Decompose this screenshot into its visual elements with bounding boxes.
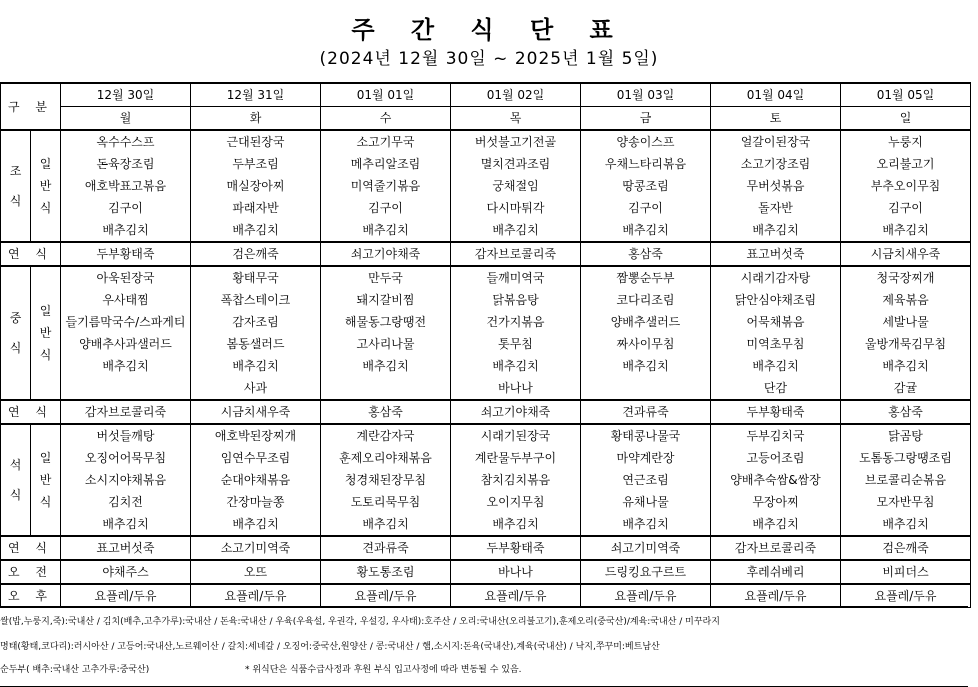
dinner-menu-item: 브로콜리순볶음 <box>841 469 971 491</box>
breakfast-menu-item: 얼갈이된장국 <box>711 130 841 153</box>
breakfast-menu-item: 궁채절임 <box>451 175 581 197</box>
dinner-menu-item: 도토리묵무침 <box>321 491 451 513</box>
lunch-menu-item: 돼지갈비찜 <box>321 289 451 311</box>
lunch-menu-item: 들기름막국수/스파게티 <box>61 311 191 333</box>
breakfast-menu-item: 돈육장조림 <box>61 153 191 175</box>
breakfast-menu-item: 우채느타리볶음 <box>581 153 711 175</box>
date-header: 01월 02일 <box>451 83 581 107</box>
breakfast-menu-item: 부추오이무침 <box>841 175 971 197</box>
lunch-menu-item: 사과 <box>191 377 321 400</box>
dinner-menu-item: 배추김치 <box>581 513 711 536</box>
lunch-menu-item: 아욱된장국 <box>61 266 191 289</box>
am-snack-item: 후레쉬베리 <box>711 560 841 584</box>
breakfast-menu-item: 배추김치 <box>451 219 581 242</box>
dinner-menu-item: 소시지야채볶음 <box>61 469 191 491</box>
breakfast-menu-item: 배추김치 <box>191 219 321 242</box>
breakfast-menu-item: 배추김치 <box>321 219 451 242</box>
am-snack-item: 황도통조림 <box>321 560 451 584</box>
lunch-menu-item: 단감 <box>711 377 841 400</box>
dinner-menu-item: 배추김치 <box>321 513 451 536</box>
dinner-menu-item: 순대야채볶음 <box>191 469 321 491</box>
dinner-porridge-item: 검은깨죽 <box>841 536 971 560</box>
am-snack-item: 비피더스 <box>841 560 971 584</box>
breakfast-menu-item: 소고기장조림 <box>711 153 841 175</box>
lunch-menu-item <box>581 377 711 400</box>
dinner-porridge-item: 감자브로콜리죽 <box>711 536 841 560</box>
breakfast-meal-label-char: 조 <box>9 164 22 178</box>
dinner-menu-item: 임연수무조림 <box>191 447 321 469</box>
lunch-menu-item: 양배추샐러드 <box>581 311 711 333</box>
dinner-menu-item: 황태콩나물국 <box>581 424 711 447</box>
am-snack-item: 오뜨 <box>191 560 321 584</box>
dinner-porridge-item: 소고기미역죽 <box>191 536 321 560</box>
lunch-menu-item: 만두국 <box>321 266 451 289</box>
breakfast-menu-item: 배추김치 <box>61 219 191 242</box>
dinner-menu-item: 고등어조림 <box>711 447 841 469</box>
general-meal-label-char: 식 <box>39 348 52 362</box>
lunch-menu-item: 코다리조림 <box>581 289 711 311</box>
dinner-meal-label-char: 석 <box>9 458 22 472</box>
general-meal-label-char: 반 <box>39 473 52 487</box>
dinner-menu-item: 닭곰탕 <box>841 424 971 447</box>
lunch-porridge-item: 두부황태죽 <box>711 400 841 424</box>
lunch-menu-item: 우사태찜 <box>61 289 191 311</box>
breakfast-menu-item: 누룽지 <box>841 130 971 153</box>
breakfast-general-label <box>31 130 61 242</box>
am-snack-item: 바나나 <box>451 560 581 584</box>
dinner-menu-item: 연근조림 <box>581 469 711 491</box>
dinner-porridge-item: 견과류죽 <box>321 536 451 560</box>
breakfast-menu-item: 미역줄기볶음 <box>321 175 451 197</box>
breakfast-menu-item: 무버섯볶음 <box>711 175 841 197</box>
dinner-porridge-item: 두부황태죽 <box>451 536 581 560</box>
general-meal-label-char: 식 <box>39 201 52 215</box>
lunch-menu-item: 톳무침 <box>451 333 581 355</box>
breakfast-menu-item: 파래자반 <box>191 197 321 219</box>
general-meal-label-char: 식 <box>39 495 52 509</box>
dinner-menu-item: 무장아찌 <box>711 491 841 513</box>
dinner-menu-item: 두부김치국 <box>711 424 841 447</box>
dinner-menu-item: 모자반무침 <box>841 491 971 513</box>
date-header: 01월 01일 <box>321 83 451 107</box>
weekday-header: 일 <box>841 107 971 131</box>
dinner-menu-item: 배추김치 <box>451 513 581 536</box>
breakfast-meal-label-char: 식 <box>9 194 22 208</box>
weekday-header: 화 <box>191 107 321 131</box>
lunch-menu-item: 고사리나물 <box>321 333 451 355</box>
pm-snack-item: 요플레/두유 <box>321 584 451 608</box>
lunch-meal-label-char: 식 <box>9 341 22 355</box>
dinner-menu-item: 시래기된장국 <box>451 424 581 447</box>
lunch-menu-item: 짬뽕순두부 <box>581 266 711 289</box>
dinner-menu-item: 오징어어묵무침 <box>61 447 191 469</box>
dinner-menu-item: 훈제오리야채볶음 <box>321 447 451 469</box>
breakfast-menu-item: 배추김치 <box>841 219 971 242</box>
breakfast-menu-item: 양송이스프 <box>581 130 711 153</box>
lunch-menu-item: 닭안심야채조림 <box>711 289 841 311</box>
dinner-meal-label <box>1 424 31 536</box>
breakfast-menu-item: 애호박표고볶음 <box>61 175 191 197</box>
lunch-menu-item: 배추김치 <box>191 355 321 377</box>
dinner-menu-item: 계란물두부구이 <box>451 447 581 469</box>
breakfast-menu-item: 김구이 <box>581 197 711 219</box>
pm-snack-item: 요플레/두유 <box>581 584 711 608</box>
lunch-porridge-label: 연 식 <box>1 400 61 424</box>
origin-note-line-1: 쌀(밥,누룽지,죽):국내산 / 김치(배추,고추가루):국내산 / 돈육:국내산 / 우육(우육설, 우권각, 우설깅, 우사태):호주산 / 오리:국내산(오리불고기),훈제오리(중국산)/계육:국내산 / 미꾸라지 <box>0 617 720 627</box>
lunch-menu-item: 바나나 <box>451 377 581 400</box>
lunch-menu-item: 미역초무침 <box>711 333 841 355</box>
dinner-menu-item: 배추김치 <box>711 513 841 536</box>
lunch-menu-item: 황태무국 <box>191 266 321 289</box>
general-meal-label-char: 일 <box>39 304 52 318</box>
breakfast-porridge-label: 연 식 <box>1 242 61 266</box>
lunch-menu-item: 닭볶음탕 <box>451 289 581 311</box>
lunch-menu-item: 감자조림 <box>191 311 321 333</box>
dinner-menu-item: 배추김치 <box>841 513 971 536</box>
dinner-menu-item: 도톰동그랑땡조림 <box>841 447 971 469</box>
lunch-menu-item: 배추김치 <box>321 355 451 377</box>
lunch-menu-item <box>321 377 451 400</box>
dinner-menu-item: 김치전 <box>61 491 191 513</box>
breakfast-menu-item: 멸치견과조림 <box>451 153 581 175</box>
pm-snack-label: 오 후 <box>1 584 61 608</box>
pm-snack-item: 요플레/두유 <box>451 584 581 608</box>
date-header: 01월 04일 <box>711 83 841 107</box>
dinner-menu-item: 참치김치볶음 <box>451 469 581 491</box>
weekly-menu-table <box>0 82 971 608</box>
am-snack-item: 야채주스 <box>61 560 191 584</box>
dinner-menu-item: 청경채된장무침 <box>321 469 451 491</box>
dinner-menu-item: 오이지무침 <box>451 491 581 513</box>
lunch-meal-label <box>1 266 31 400</box>
weekday-header: 토 <box>711 107 841 131</box>
breakfast-menu-item: 옥수수스프 <box>61 130 191 153</box>
lunch-menu-item: 어묵채볶음 <box>711 311 841 333</box>
lunch-menu-item: 배추김치 <box>581 355 711 377</box>
weekday-header: 금 <box>581 107 711 131</box>
breakfast-menu-item: 근대된장국 <box>191 130 321 153</box>
category-header: 구 분 <box>1 83 61 130</box>
dinner-menu-item: 버섯들깨탕 <box>61 424 191 447</box>
dinner-porridge-item: 쇠고기미역죽 <box>581 536 711 560</box>
lunch-menu-item: 배추김치 <box>61 355 191 377</box>
lunch-menu-item: 배추김치 <box>451 355 581 377</box>
breakfast-menu-item: 오리불고기 <box>841 153 971 175</box>
pm-snack-item: 요플레/두유 <box>711 584 841 608</box>
am-snack-item: 드링킹요구르트 <box>581 560 711 584</box>
breakfast-porridge-item: 감자브로콜리죽 <box>451 242 581 266</box>
origin-note-line-2: 명태(황태,코다리):러시아산 / 고등어:국내산,노르웨이산 / 갈치:세네갈 / 오징어:중국산,원양산 / 콩:국내산 / 햄,소시지:돈육(국내산),계육(국내산) / 낙지,쭈꾸미:베트남산 <box>0 642 660 652</box>
dinner-general-label <box>31 424 61 536</box>
general-meal-label-char: 일 <box>39 157 52 171</box>
breakfast-porridge-item: 두부황태죽 <box>61 242 191 266</box>
lunch-porridge-item: 홍삼죽 <box>321 400 451 424</box>
lunch-menu-item <box>61 377 191 400</box>
lunch-general-label <box>31 266 61 400</box>
lunch-porridge-item: 홍삼죽 <box>841 400 971 424</box>
lunch-menu-item: 울방개묵김무침 <box>841 333 971 355</box>
lunch-menu-item: 감귤 <box>841 377 971 400</box>
lunch-menu-item: 세발나물 <box>841 311 971 333</box>
pm-snack-item: 요플레/두유 <box>191 584 321 608</box>
date-header: 01월 03일 <box>581 83 711 107</box>
lunch-menu-item: 해물동그랑땡전 <box>321 311 451 333</box>
dinner-menu-item: 마약계란장 <box>581 447 711 469</box>
pm-snack-item: 요플레/두유 <box>841 584 971 608</box>
date-header: 12월 30일 <box>61 83 191 107</box>
lunch-meal-label-char: 중 <box>9 311 22 325</box>
am-snack-label: 오 전 <box>1 560 61 584</box>
lunch-porridge-item: 견과류죽 <box>581 400 711 424</box>
breakfast-menu-item: 김구이 <box>61 197 191 219</box>
breakfast-menu-item: 배추김치 <box>711 219 841 242</box>
lunch-menu-item: 건가지볶음 <box>451 311 581 333</box>
breakfast-menu-item: 매실장아찌 <box>191 175 321 197</box>
lunch-porridge-item: 쇠고기야채죽 <box>451 400 581 424</box>
lunch-porridge-item: 감자브로콜리죽 <box>61 400 191 424</box>
menu-change-disclaimer: * 위식단은 식품수급사정과 후원 부식 입고사정에 따라 변동될 수 있음. <box>244 665 522 675</box>
breakfast-porridge-item: 표고버섯죽 <box>711 242 841 266</box>
origin-note-line-3 <box>0 662 970 675</box>
date-header: 12월 31일 <box>191 83 321 107</box>
lunch-menu-item: 봄동샐러드 <box>191 333 321 355</box>
breakfast-menu-item: 김구이 <box>841 197 971 219</box>
dinner-menu-item: 배추김치 <box>191 513 321 536</box>
breakfast-porridge-item: 쇠고기야채죽 <box>321 242 451 266</box>
breakfast-porridge-item: 검은깨죽 <box>191 242 321 266</box>
breakfast-menu-item: 배추김치 <box>581 219 711 242</box>
general-meal-label-char: 반 <box>39 326 52 340</box>
dinner-porridge-label: 연 식 <box>1 536 61 560</box>
origin-note-sundubu: 순두부( 배추:국내산 고추가루:중국산) <box>0 665 150 675</box>
weekday-header: 목 <box>451 107 581 131</box>
breakfast-porridge-item: 시금치새우죽 <box>841 242 971 266</box>
dinner-meal-label-char: 식 <box>9 488 22 502</box>
lunch-menu-item: 청국장찌개 <box>841 266 971 289</box>
lunch-menu-item: 들깨미역국 <box>451 266 581 289</box>
lunch-menu-item: 제육볶음 <box>841 289 971 311</box>
page-title: 주 간 식 단 표 <box>351 16 627 44</box>
date-header: 01월 05일 <box>841 83 971 107</box>
dinner-menu-item: 간장마늘쫑 <box>191 491 321 513</box>
lunch-menu-item: 배추김치 <box>711 355 841 377</box>
breakfast-menu-item: 김구이 <box>321 197 451 219</box>
weekday-header: 월 <box>61 107 191 131</box>
dinner-menu-item: 유채나물 <box>581 491 711 513</box>
breakfast-menu-item: 돌자반 <box>711 197 841 219</box>
breakfast-menu-item: 두부조림 <box>191 153 321 175</box>
breakfast-porridge-item: 홍삼죽 <box>581 242 711 266</box>
lunch-menu-item: 짜사이무침 <box>581 333 711 355</box>
breakfast-menu-item: 다시마튀각 <box>451 197 581 219</box>
dinner-menu-item: 배추김치 <box>61 513 191 536</box>
lunch-menu-item: 시래기감자탕 <box>711 266 841 289</box>
lunch-menu-item: 배추김치 <box>841 355 971 377</box>
dinner-porridge-item: 표고버섯죽 <box>61 536 191 560</box>
lunch-menu-item: 폭찹스테이크 <box>191 289 321 311</box>
lunch-menu-item: 양배추사과샐러드 <box>61 333 191 355</box>
breakfast-menu-item: 버섯불고기전골 <box>451 130 581 153</box>
breakfast-menu-item: 소고기무국 <box>321 130 451 153</box>
date-range-subtitle: (2024년 12월 30일 ~ 2025년 1월 5일) <box>319 49 659 69</box>
general-meal-label-char: 일 <box>39 451 52 465</box>
weekday-header: 수 <box>321 107 451 131</box>
breakfast-menu-item: 메추리알조림 <box>321 153 451 175</box>
breakfast-menu-item: 땅콩조림 <box>581 175 711 197</box>
lunch-porridge-item: 시금치새우죽 <box>191 400 321 424</box>
dinner-menu-item: 양배추숙쌈&쌈장 <box>711 469 841 491</box>
dinner-menu-item: 애호박된장찌개 <box>191 424 321 447</box>
general-meal-label-char: 반 <box>39 179 52 193</box>
dinner-menu-item: 계란감자국 <box>321 424 451 447</box>
pm-snack-item: 요플레/두유 <box>61 584 191 608</box>
breakfast-meal-label <box>1 130 31 242</box>
